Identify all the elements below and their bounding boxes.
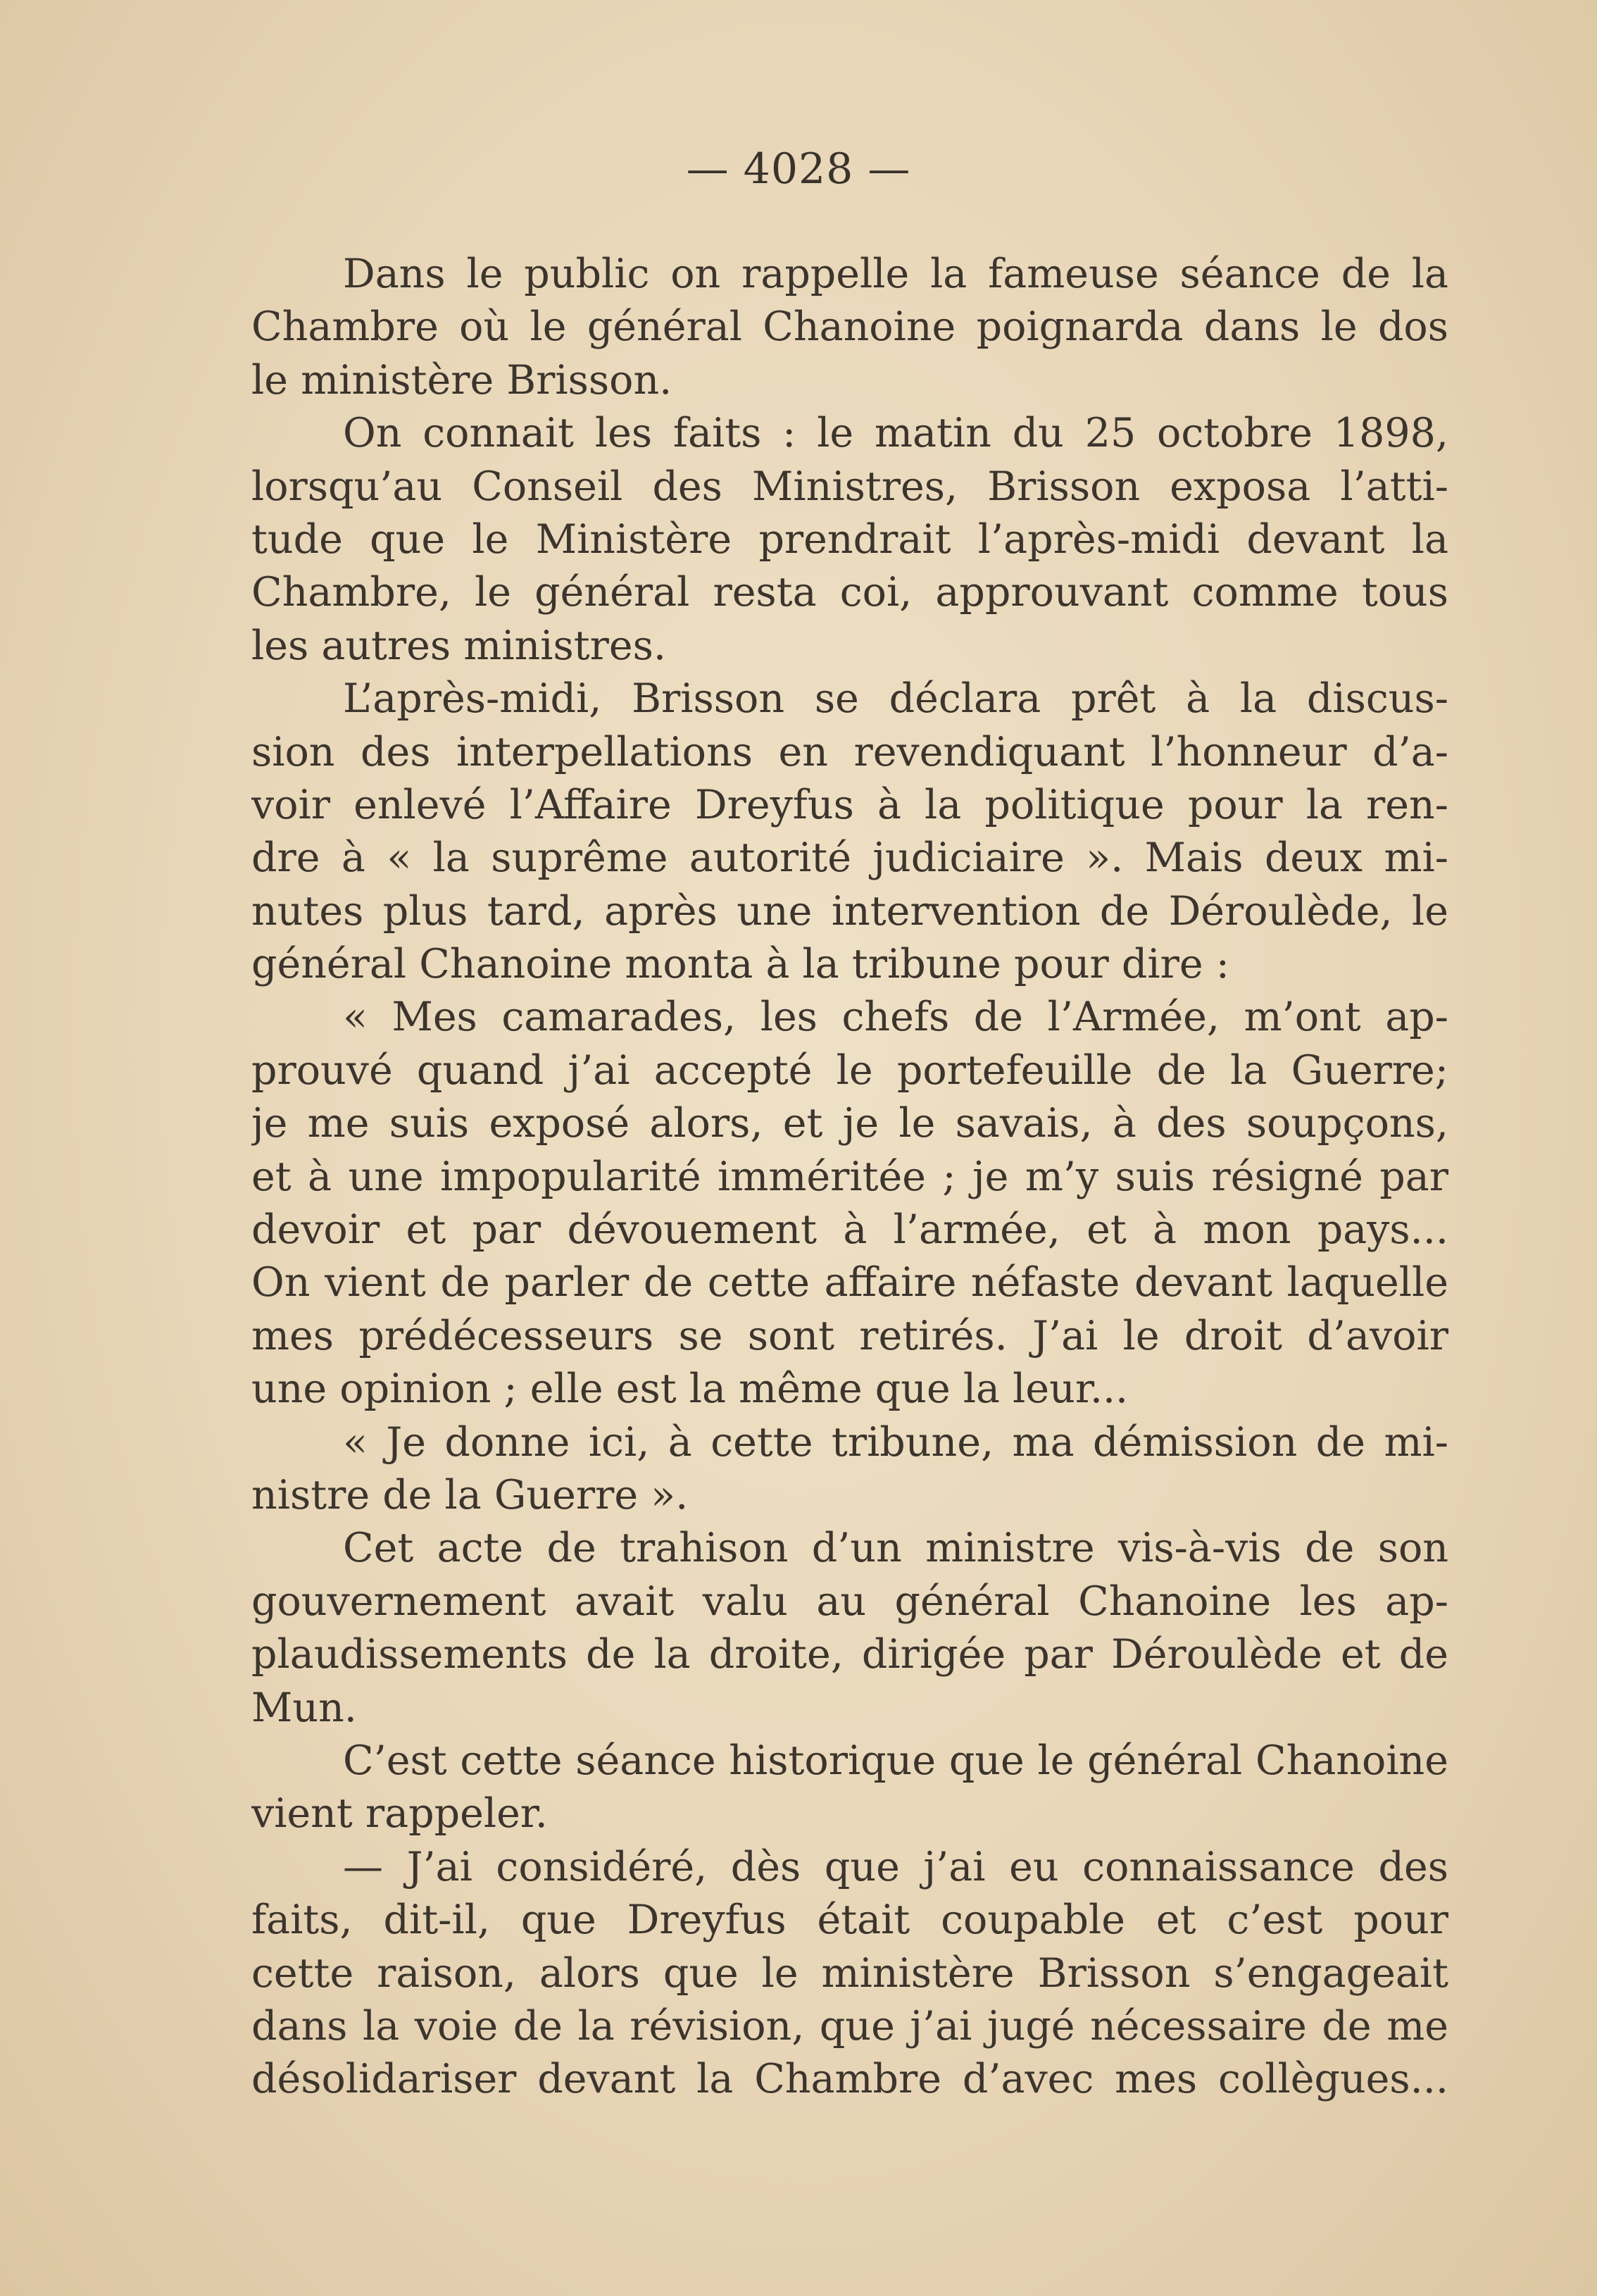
text-line: Chambre, le général resta coi, approuvant comme tous: [251, 569, 1448, 616]
text-line: sion des interpellations en revendiquant l’honneur d’a-: [251, 728, 1448, 775]
text-line: prouvé quand j’ai accepté le portefeuille de la Guerre;: [251, 1047, 1448, 1094]
text-line: Mun.: [251, 1684, 357, 1731]
text-line: « Je donne ici, à cette tribune, ma démission de mi-: [343, 1418, 1448, 1466]
text-line: désolidariser devant la Chambre d’avec mes collègues...: [251, 2056, 1448, 2103]
text-line: On connait les faits : le matin du 25 octobre 1898,: [343, 410, 1448, 457]
text-line: Chambre où le général Chanoine poignarda dans le dos: [251, 304, 1448, 351]
text-line: dre à « la suprême autorité judiciaire ». Mais deux mi-: [251, 835, 1448, 882]
text-line: Cet acte de trahison d’un ministre vis-à-vis de son: [343, 1525, 1448, 1572]
text-line: Dans le public on rappelle la fameuse séance de la: [343, 251, 1448, 297]
text-line: nutes plus tard, après une intervention de Déroulède, le: [251, 887, 1448, 935]
text-line: gouvernement avait valu au général Chanoine les ap-: [251, 1578, 1448, 1625]
body-text: [251, 248, 1448, 2107]
text-line: les autres ministres.: [251, 622, 667, 669]
text-line: devoir et par dévouement à l’armée, et à mon pays...: [251, 1206, 1448, 1254]
text-line: C’est cette séance historique que le général Chanoine: [343, 1737, 1448, 1784]
text-line: une opinion ; elle est la même que la leur...: [251, 1366, 1129, 1413]
text-line: On vient de parler de cette affaire néfaste devant laquelle: [251, 1259, 1448, 1306]
text-line: faits, dit-il, que Dreyfus était coupable et c’est pour: [251, 1897, 1448, 1944]
text-line: lorsqu’au Conseil des Ministres, Brisson exposa l’atti-: [251, 463, 1448, 510]
text-line: je me suis exposé alors, et je le savais, à des soupçons,: [251, 1100, 1448, 1147]
text-line: voir enlevé l’Affaire Dreyfus à la politique pour la ren-: [251, 781, 1448, 828]
text-line: nistre de la Guerre ».: [251, 1471, 689, 1518]
text-line: plaudissements de la droite, dirigée par Déroulède et de: [251, 1631, 1448, 1678]
text-line: et à une impopularité imméritée ; je m’y suis résigné par: [251, 1153, 1448, 1200]
text-line: L’après-midi, Brisson se déclara prêt à la discus-: [343, 675, 1448, 723]
page-number: — 4028 —: [686, 144, 911, 194]
text-line: cette raison, alors que le ministère Brisson s’engageait: [251, 1949, 1448, 1997]
text-line: « Mes camarades, les chefs de l’Armée, m’ont ap-: [343, 994, 1448, 1041]
text-line: tude que le Ministère prendrait l’après-midi devant la: [251, 516, 1448, 563]
text-line: le ministère Brisson.: [251, 356, 672, 404]
text-line: général Chanoine monta à la tribune pour dire :: [251, 941, 1229, 988]
text-line: vient rappeler.: [251, 1790, 548, 1838]
text-line: — J’ai considéré, dès que j’ai eu connaissance des: [343, 1843, 1448, 1890]
text-line: mes prédécesseurs se sont retirés. J’ai le droit d’avoir: [251, 1312, 1448, 1359]
text-line: dans la voie de la révision, que j’ai jugé nécessaire de me: [251, 2002, 1448, 2049]
